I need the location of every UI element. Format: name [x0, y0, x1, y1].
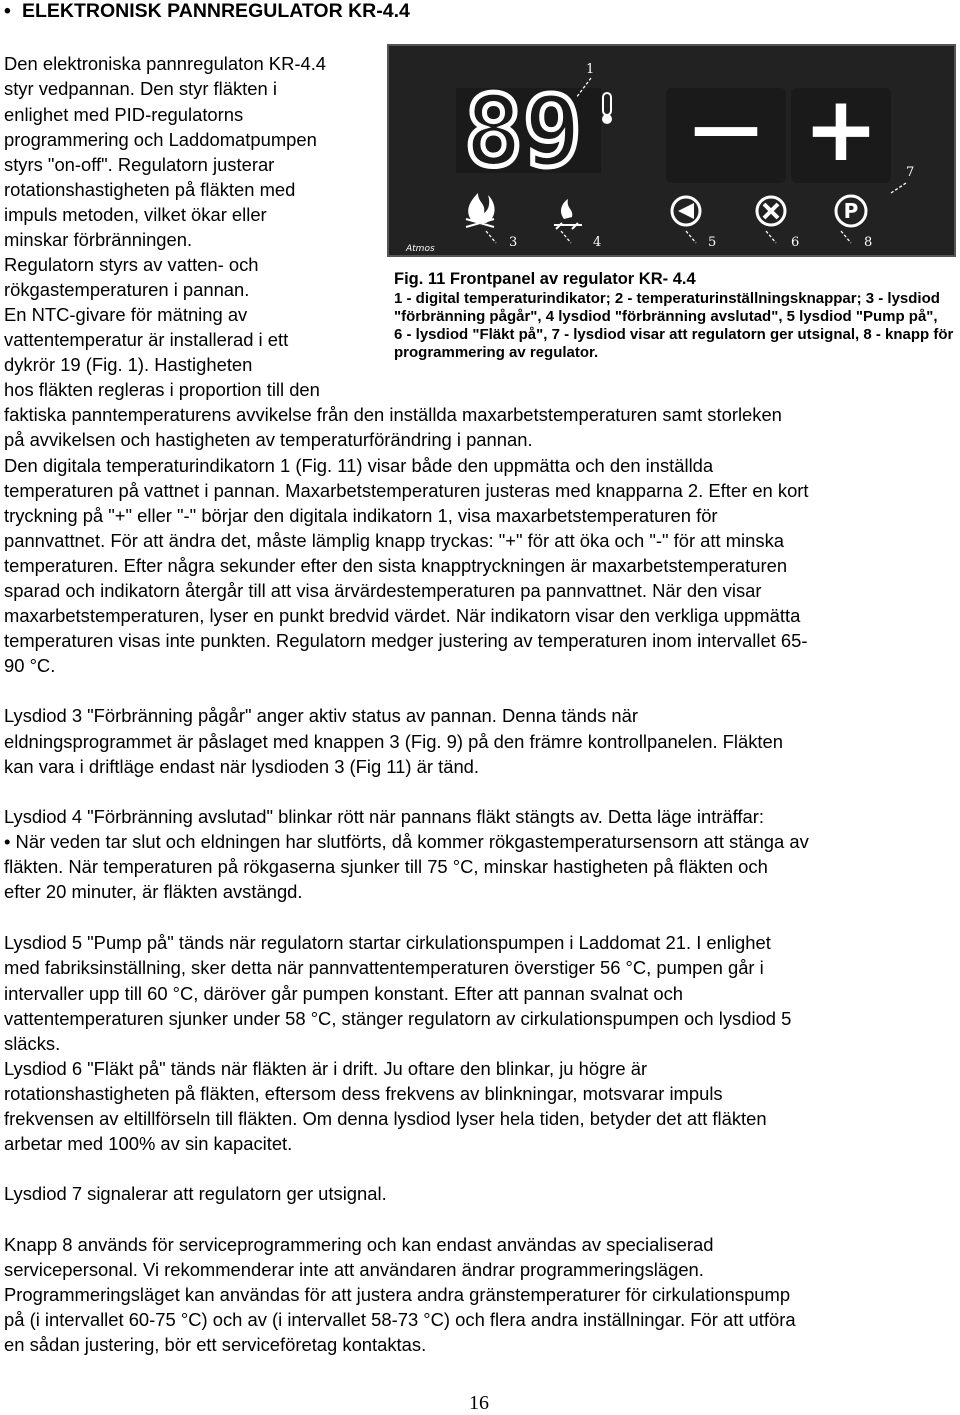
section-heading: [4, 2, 410, 22]
intro-line: impuls metoden, vilket ökar eller: [4, 204, 267, 225]
intro-line: dykrör 19 (Fig. 1). Hastigheten: [4, 354, 253, 375]
intro-line: vattentemperatur är installerad i ett: [4, 329, 289, 350]
body-line: fläkten. När temperaturen på rökgaserna sjunker till 75 °C, minskar hastigheten på fläkten och: [4, 856, 768, 877]
body-line: eldningsprogrammet är påslaget med knappen 3 (Fig. 9) på den främre kontrollpanelen. Fläkten: [4, 731, 783, 752]
callout-4: 4: [593, 235, 602, 250]
body-line: Lysdiod 4 "Förbränning avslutad" blinkar rött när pannans fläkt stängts av. Detta läge inträffar:: [4, 806, 765, 827]
body-line: 90 °C.: [4, 655, 56, 676]
page-number: 16: [469, 1392, 489, 1414]
program-button-label: P: [843, 199, 859, 223]
intro-line: rökgastemperaturen i pannan.: [4, 279, 250, 300]
intro-line: programmering och Laddomatpumpen: [4, 129, 317, 150]
intro-line: Den elektroniska pannregulaton KR-4.4: [4, 53, 327, 74]
figure-caption: [394, 270, 954, 362]
body-line: arbetar med 100% av sin kapacitet.: [4, 1133, 293, 1154]
intro-line: Regulatorn styrs av vatten- och: [4, 254, 259, 275]
body-line: maxarbetstemperaturen, lyser en punkt bredvid värdet. När indikatorn visar den verkliga uppmätta: [4, 605, 801, 626]
heading-bullet: •: [4, 0, 11, 22]
body-line: temperaturen. Efter några sekunder efter den sista knapptryckningen är maxarbetstemperaturen: [4, 555, 788, 576]
regulator-panel-illustration: [386, 43, 957, 258]
body-line: släcks.: [4, 1033, 61, 1054]
plus-button[interactable]: [791, 77, 891, 183]
body-line: • När veden tar slut och eldningen har slutförts, då kommer rökgastemperatursensorn att stänga av: [4, 831, 809, 852]
caption-line: 1 - digital temperaturindikator; 2 - temperaturinställningsknappar; 3 - lysdiod: [394, 289, 940, 307]
body-line: temperaturen visas inte punkten. Regulatorn medger justering av temperaturen inom intervallet 65-: [4, 630, 808, 651]
plus-symbol: +: [803, 77, 879, 182]
body-line: intervaller upp till 60 °C, däröver går pumpen konstant. Efter att pannan svalnat och: [4, 983, 683, 1004]
minus-symbol: —: [691, 86, 761, 168]
body-line: med fabriksinställning, sker detta när pannvattentemperaturen överstiger 56 °C, pumpen går i: [4, 957, 764, 978]
body-line: tryckning på "+" eller "-" börjar den digitala indikatorn 1, visa maxarbetstemperaturen för: [4, 505, 718, 526]
callout-3: 3: [509, 235, 518, 250]
intro-line: enlighet med PID-regulatorns: [4, 104, 244, 125]
intro-line: En NTC-givare för mätning av: [4, 304, 248, 325]
intro-line: hos fläkten regleras i proportion till den: [4, 379, 320, 400]
body-line: rotationshastigheten på fläkten, eftersom dess frekvens av blinkningar, motsvarar impuls: [4, 1083, 723, 1104]
caption-title: Fig. 11 Frontpanel av regulator KR- 4.4: [394, 270, 696, 288]
body-line: på avvikelsen och hastigheten av temperaturförändring i pannan.: [4, 429, 533, 450]
callout-6: 6: [791, 235, 800, 250]
body-line: Lysdiod 6 "Fläkt på" tänds när fläkten är i drift. Ju oftare den blinkar, ju högre är: [4, 1058, 648, 1079]
body-line: pannvattnet. För att ändra det, måste lämplig knapp tryckas: "+" för att öka och "-" för att minska: [4, 530, 784, 551]
body-line: servicepersonal. Vi rekommenderar inte att användaren ändrar programmeringslägen.: [4, 1259, 704, 1280]
body-line: Den digitala temperaturindikatorn 1 (Fig. 11) visar både den uppmätta och den inställda: [4, 455, 714, 476]
body-line: kan vara i driftläge endast när lysdioden 3 (Fig 11) är tänd.: [4, 756, 480, 777]
body-line: frekvensen av eltillförseln till fläkten. Om denna lysdiod lyser hela tiden, betyder det att fläkten: [4, 1108, 767, 1129]
caption-line: "förbränning pågår", 4 lysdiod "förbränning avslutad", 5 lysdiod "Pump på",: [394, 307, 938, 325]
callout-8: 8: [864, 235, 873, 250]
body-line: Lysdiod 3 "Förbränning pågår" anger aktiv status av pannan. Denna tänds när: [4, 705, 638, 726]
body-line: Lysdiod 7 signalerar att regulatorn ger utsignal.: [4, 1183, 387, 1204]
caption-line: 6 - lysdiod "Fläkt på", 7 - lysdiod visar att regulatorn ger utsignal, 8 - knapp för: [394, 325, 954, 343]
heading-text: ELEKTRONISK PANNREGULATOR KR-4.4: [22, 0, 410, 22]
figure-frontpanel: [386, 43, 957, 388]
brand-logo: Atmos: [406, 244, 435, 254]
body-line: Knapp 8 används för serviceprogrammering och kan endast användas av specialiserad: [4, 1234, 714, 1255]
intro-line: styrs "on-off". Regulatorn justerar: [4, 154, 275, 175]
intro-line: rotationshastigheten på fläkten med: [4, 179, 296, 200]
intro-line: styr vedpannan. Den styr fläkten i: [4, 78, 277, 99]
body-line: på (i intervallet 60-75 °C) och av (i intervallet 58-73 °C) och flera andra inställningar. För att utföra: [4, 1309, 796, 1330]
body-line: vattentemperaturen sjunker under 58 °C, stänger regulatorn av cirkulationspumpen och lysdiod 5: [4, 1008, 792, 1029]
intro-line: minskar förbränningen.: [4, 229, 193, 250]
body-line: Programmeringsläget kan användas för att justera andra gränstemperaturer för cirkulationspump: [4, 1284, 791, 1305]
body-line: en sådan justering, bör ett serviceföretag kontaktas.: [4, 1334, 427, 1355]
callout-1: 1: [586, 62, 595, 77]
minus-button[interactable]: [666, 86, 786, 183]
body-line: temperaturen på vattnet i pannan. Maxarbetstemperaturen justeras med knapparna 2. Efter en kort: [4, 480, 809, 501]
body-line: sparad och indikatorn återgår till att visa ärvärdestemperaturen pa pannvattnet. När den visar: [4, 580, 762, 601]
display-digits: 89: [464, 75, 583, 189]
callout-5: 5: [708, 235, 717, 250]
caption-line: programmering av regulator.: [394, 343, 599, 361]
body-line: Lysdiod 5 "Pump på" tänds när regulatorn startar cirkulationspumpen i Laddomat 21. I enlighet: [4, 932, 771, 953]
body-line: efter 20 minuter, är fläkten avstängd.: [4, 881, 303, 902]
body-line: faktiska panntemperaturens avvikelse från den inställda maxarbetstemperaturen samt storleken: [4, 404, 782, 425]
callout-7: 7: [906, 165, 915, 180]
